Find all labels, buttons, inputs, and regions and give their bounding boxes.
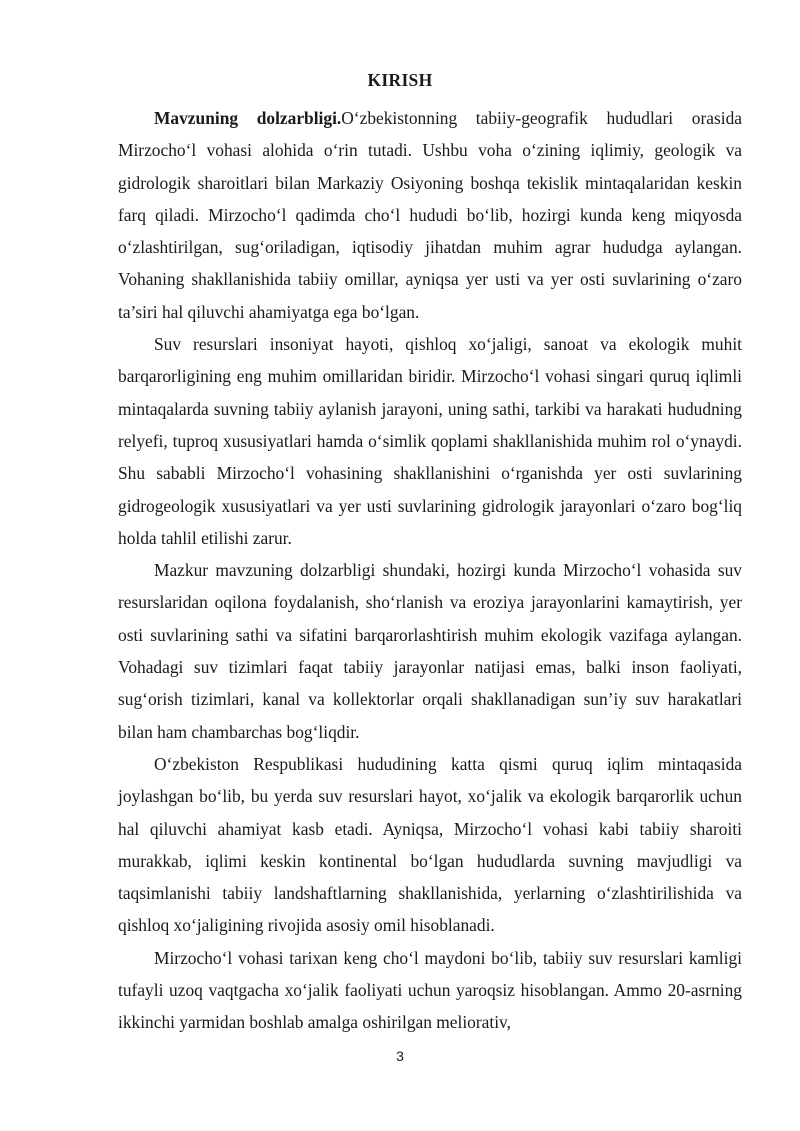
paragraph <box>118 102 742 328</box>
paragraph <box>118 748 742 942</box>
paragraph-lead: Mavzuning dolzarbligi. <box>154 108 342 128</box>
paragraph <box>118 554 742 748</box>
paragraph-text: Mazkur mavzuning dolzarbligi shundaki, hozirgi kunda Mirzocho‘l vohasida suv resurslaridan oqilona foydalanish, sho‘rlanish va eroziya jarayonlarini kamaytirish, yer osti suvlarining sathi va sifatini barqarorlashtirish muhim ekologik vazifaga aylangan. Vohadagi suv tizimlari faqat tabiiy jarayonlar natijasi emas, balki inson faoliyati, sug‘orish tizimlari, kanal va kollektorlar orqali shakllanadigan sun’iy suv harakatlari bilan ham chambarchas bog‘liqdir. <box>118 560 742 742</box>
body-text <box>118 102 742 1039</box>
paragraph-text: O‘zbekiston Respublikasi hududining katta qismi quruq iqlim mintaqasida joylashgan bo‘lib, bu yerda suv resurslari hayot, xo‘jalik va ekologik barqarorlik uchun hal qiluvchi ahamiyat kasb etadi. Ayniqsa, Mirzocho‘l vohasi kabi tabiiy sharoiti murakkab, iqlimi keskin kontinental bo‘lgan hududlarda suvning mavjudligi va taqsimlanishi tabiiy landshaftlarning shakllanishida, yerlarning o‘zlashtirilishida va qishloq xo‘jaligining rivojida asosiy omil hisoblanadi. <box>118 753 742 936</box>
page-title: KIRISH <box>367 70 433 90</box>
paragraph-text: Mirzocho‘l vohasi tarixan keng cho‘l maydoni bo‘lib, tabiiy suv resurslari kamligi tufayli uzoq vaqtgacha xo‘jalik faoliyati uchun yaroqsiz hisoblangan. Ammo 20-asrning ikkinchi yarmidan boshlab amalga oshirilgan meliorativ, <box>118 947 742 1033</box>
page-number: 3 <box>396 1048 404 1064</box>
paragraph <box>118 942 742 1039</box>
paragraph-text: Suv resurslari insoniyat hayoti, qishloq xo‘jaligi, sanoat va ekologik muhit barqarorligining eng muhim omillaridan biridir. Mirzocho‘l vohasi singari quruq iqlimli mintaqalarda suvning tabiiy aylanish jarayoni, uning sathi, tarkibi va harakati hududning relyefi, tuproq xususiyatlari hamda o‘simlik qoplami shakllanishida muhim rol o‘ynaydi. Shu sababli Mirzocho‘l vohasining shakllanishini o‘rganishda yer osti suvlarining gidrogeologik xususiyatlari va yer usti suvlarining gidrologik jarayonlari o‘zaro bog‘liq holda tahlil etilishi zarur. <box>118 334 742 548</box>
paragraph <box>118 328 742 554</box>
paragraph-text: O‘zbekistonning tabiiy-geografik hududlari orasida Mirzocho‘l vohasi alohida o‘rin tutadi. Ushbu voha o‘zining iqlimiy, geologik va gidrologik sharoitlari bilan Markaziy Osiyoning boshqa tekislik mintaqalaridan keskin farq qiladi. Mirzocho‘l qadimda cho‘l hududi bo‘lib, hozirgi kunda keng miqyosda o‘zlashtirilgan, sug‘oriladigan, iqtisodiy jihatdan muhim agrar hududga aylangan. Vohaning shakllanishida tabiiy omillar, ayniqsa yer usti va yer osti suvlarining o‘zaro ta’siri hal qiluvchi ahamiyatga ega bo‘lgan. <box>118 108 742 322</box>
